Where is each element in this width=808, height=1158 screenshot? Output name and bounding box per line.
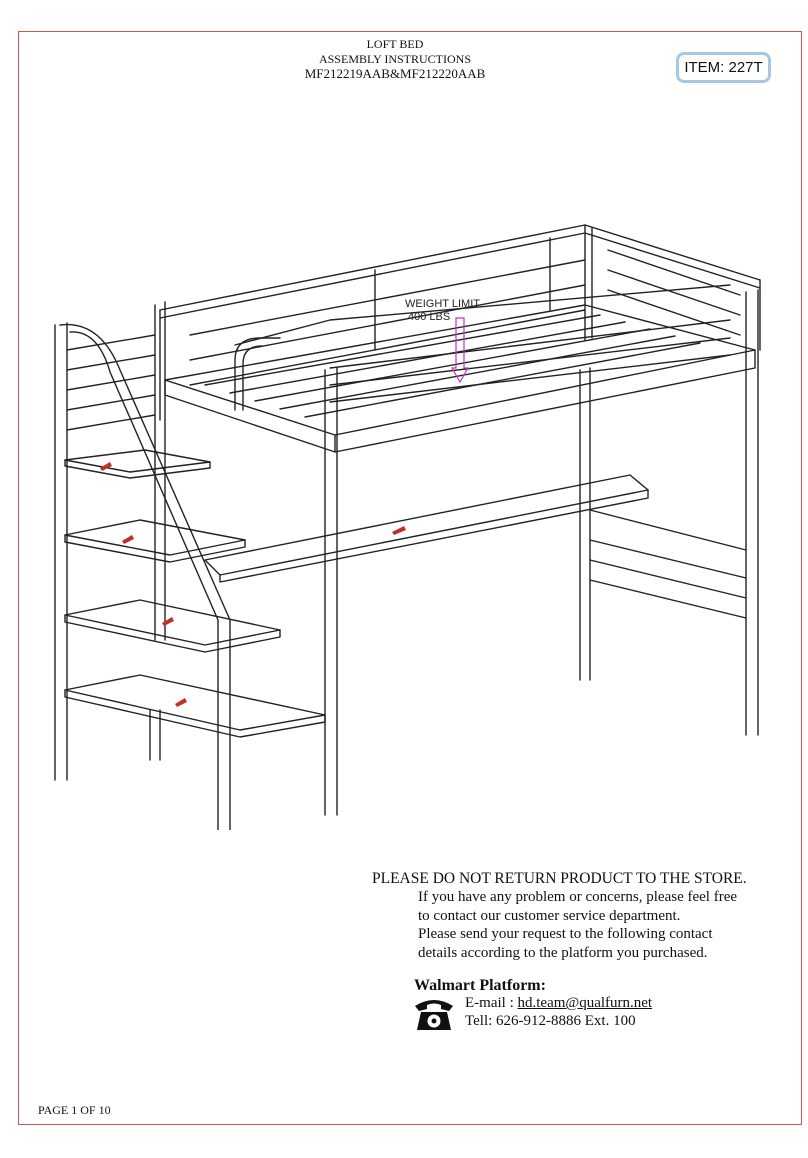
notice-line: Please send your request to the following contact [418, 926, 713, 942]
return-notice-heading: PLEASE DO NOT RETURN PRODUCT TO THE STORE. [372, 870, 747, 887]
email-link[interactable]: hd.team@qualfurn.net [517, 995, 653, 1011]
loft-bed-illustration [40, 220, 770, 830]
notice-body [418, 888, 737, 962]
weight-limit-value: 400 LBS [408, 311, 451, 323]
page-number: PAGE 1 OF 10 [38, 1103, 111, 1117]
step-marker-icon [122, 535, 134, 544]
notice-line: to contact our customer service department. [418, 907, 681, 924]
doc-title-instructions: ASSEMBLY INSTRUCTIONS [318, 52, 472, 66]
notice-line: details according to the platform you purchased. [418, 944, 708, 961]
contact-email [465, 995, 652, 1012]
step-marker-icon [175, 698, 187, 707]
step-marker-icon [162, 617, 174, 626]
notice-line: If you have any problem or concerns, please feel free [418, 889, 738, 905]
step-marker-icon [392, 526, 406, 535]
doc-title-model: MF212219AAB&MF212220AAB [304, 66, 486, 81]
weight-limit-label: WEIGHT LIMIT [405, 298, 480, 310]
doc-title-product: LOFT BED [366, 37, 424, 51]
platform-label: Walmart Platform: [414, 977, 546, 994]
item-badge: ITEM: 227T [676, 52, 771, 83]
telephone-icon [413, 996, 455, 1032]
email-label: E-mail : [465, 995, 518, 1011]
contact-phone: Tell: 626-912-8886 Ext. 100 [465, 1013, 636, 1029]
